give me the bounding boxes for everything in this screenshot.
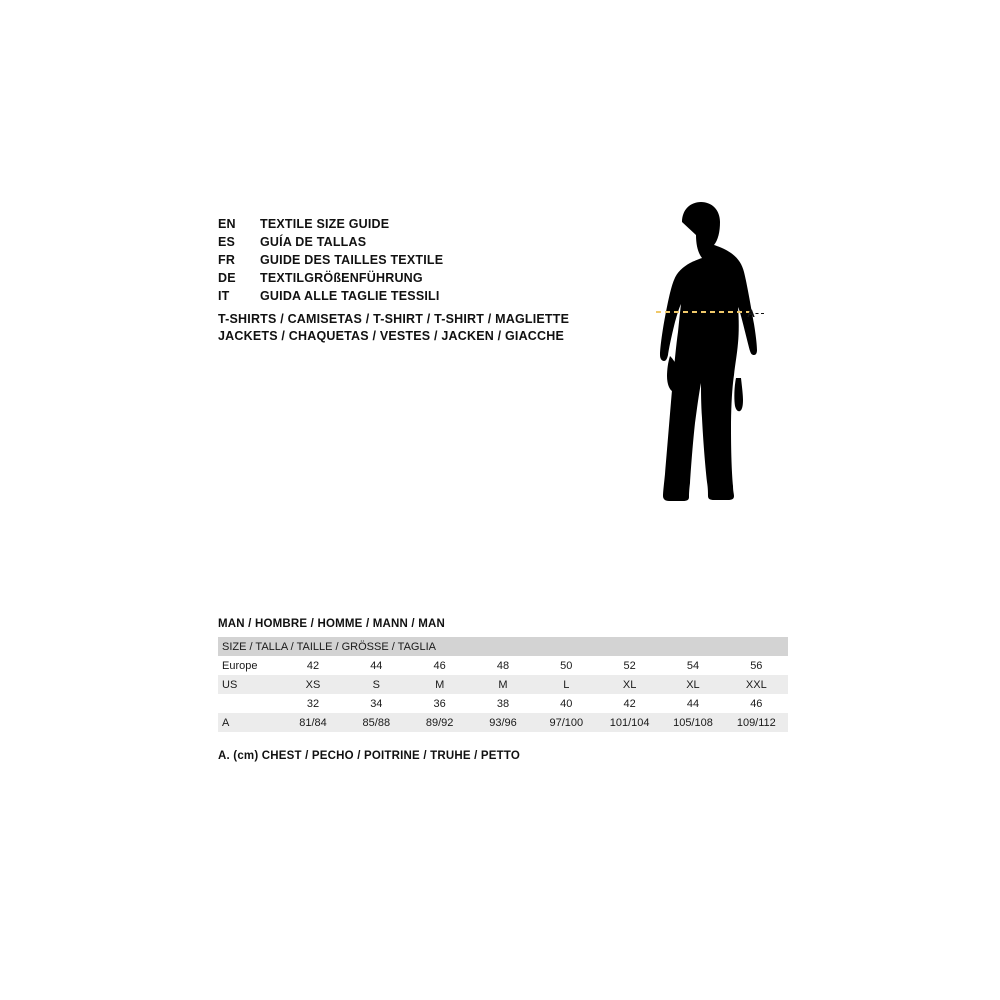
table-header-row xyxy=(218,637,788,656)
table-cell: S xyxy=(345,675,408,694)
table-row xyxy=(218,675,788,694)
table-cell: XS xyxy=(281,675,344,694)
table-cell: XXL xyxy=(725,675,788,694)
table-cell: 105/108 xyxy=(661,713,724,732)
category-line-jackets: JACKETS / CHAQUETAS / VESTES / JACKEN / GIACCHE xyxy=(218,329,565,343)
table-cell: 101/104 xyxy=(598,713,661,732)
table-cell: 42 xyxy=(281,656,344,675)
row-label: Europe xyxy=(218,656,281,675)
table-cell: 44 xyxy=(345,656,408,675)
table-cell: 93/96 xyxy=(471,713,534,732)
table-cell: 40 xyxy=(535,694,598,713)
table-cell: 36 xyxy=(408,694,471,713)
table-cell: 48 xyxy=(471,656,534,675)
table-cell: 81/84 xyxy=(281,713,344,732)
table-row xyxy=(218,713,788,732)
table-cell: 109/112 xyxy=(725,713,788,732)
row-label: US xyxy=(218,675,281,694)
size-table-block xyxy=(218,618,788,732)
language-label: TEXTILGRÖßENFÜHRUNG xyxy=(260,271,423,285)
row-label xyxy=(218,694,281,713)
language-code: IT xyxy=(218,289,230,303)
language-row xyxy=(218,251,638,269)
category-line-tshirts: T-SHIRTS / CAMISETAS / T-SHIRT / T-SHIRT / MAGLIETTE xyxy=(218,312,570,326)
language-list xyxy=(218,215,638,305)
table-footnote: A. (cm) CHEST / PECHO / POITRINE / TRUHE / PETTO xyxy=(218,750,521,762)
language-row xyxy=(218,287,638,305)
size-table xyxy=(218,637,788,732)
table-cell: XL xyxy=(598,675,661,694)
table-cell: 44 xyxy=(661,694,724,713)
table-cell: 46 xyxy=(408,656,471,675)
table-cell: M xyxy=(471,675,534,694)
language-code: DE xyxy=(218,271,236,285)
table-cell: 50 xyxy=(535,656,598,675)
row-label: A xyxy=(218,713,281,732)
table-cell: 97/100 xyxy=(535,713,598,732)
table-cell: 32 xyxy=(281,694,344,713)
table-cell: 56 xyxy=(725,656,788,675)
language-code: EN xyxy=(218,217,236,231)
language-row xyxy=(218,215,638,233)
table-row xyxy=(218,656,788,675)
table-cell: 85/88 xyxy=(345,713,408,732)
measure-label-a: A xyxy=(747,308,756,320)
table-cell: 89/92 xyxy=(408,713,471,732)
language-label: GUIDA ALLE TAGLIE TESSILI xyxy=(260,289,440,303)
language-row xyxy=(218,233,638,251)
table-row xyxy=(218,694,788,713)
table-header-label: SIZE / TALLA / TAILLE / GRÖSSE / TAGLIA xyxy=(218,637,788,656)
table-cell: 52 xyxy=(598,656,661,675)
table-cell: 54 xyxy=(661,656,724,675)
language-code: FR xyxy=(218,253,236,267)
table-cell: 38 xyxy=(471,694,534,713)
language-row xyxy=(218,269,638,287)
language-label: GUÍA DE TALLAS xyxy=(260,235,367,249)
table-cell: 46 xyxy=(725,694,788,713)
male-silhouette-figure xyxy=(610,200,810,600)
table-cell: M xyxy=(408,675,471,694)
language-label: TEXTILE SIZE GUIDE xyxy=(260,217,390,231)
table-cell: L xyxy=(535,675,598,694)
silhouette-icon xyxy=(610,200,810,600)
language-label: GUIDE DES TAILLES TEXTILE xyxy=(260,253,444,267)
table-caption: MAN / HOMBRE / HOMME / MANN / MAN xyxy=(218,618,446,630)
table-cell: XL xyxy=(661,675,724,694)
language-code: ES xyxy=(218,235,236,249)
table-cell: 34 xyxy=(345,694,408,713)
table-cell: 42 xyxy=(598,694,661,713)
